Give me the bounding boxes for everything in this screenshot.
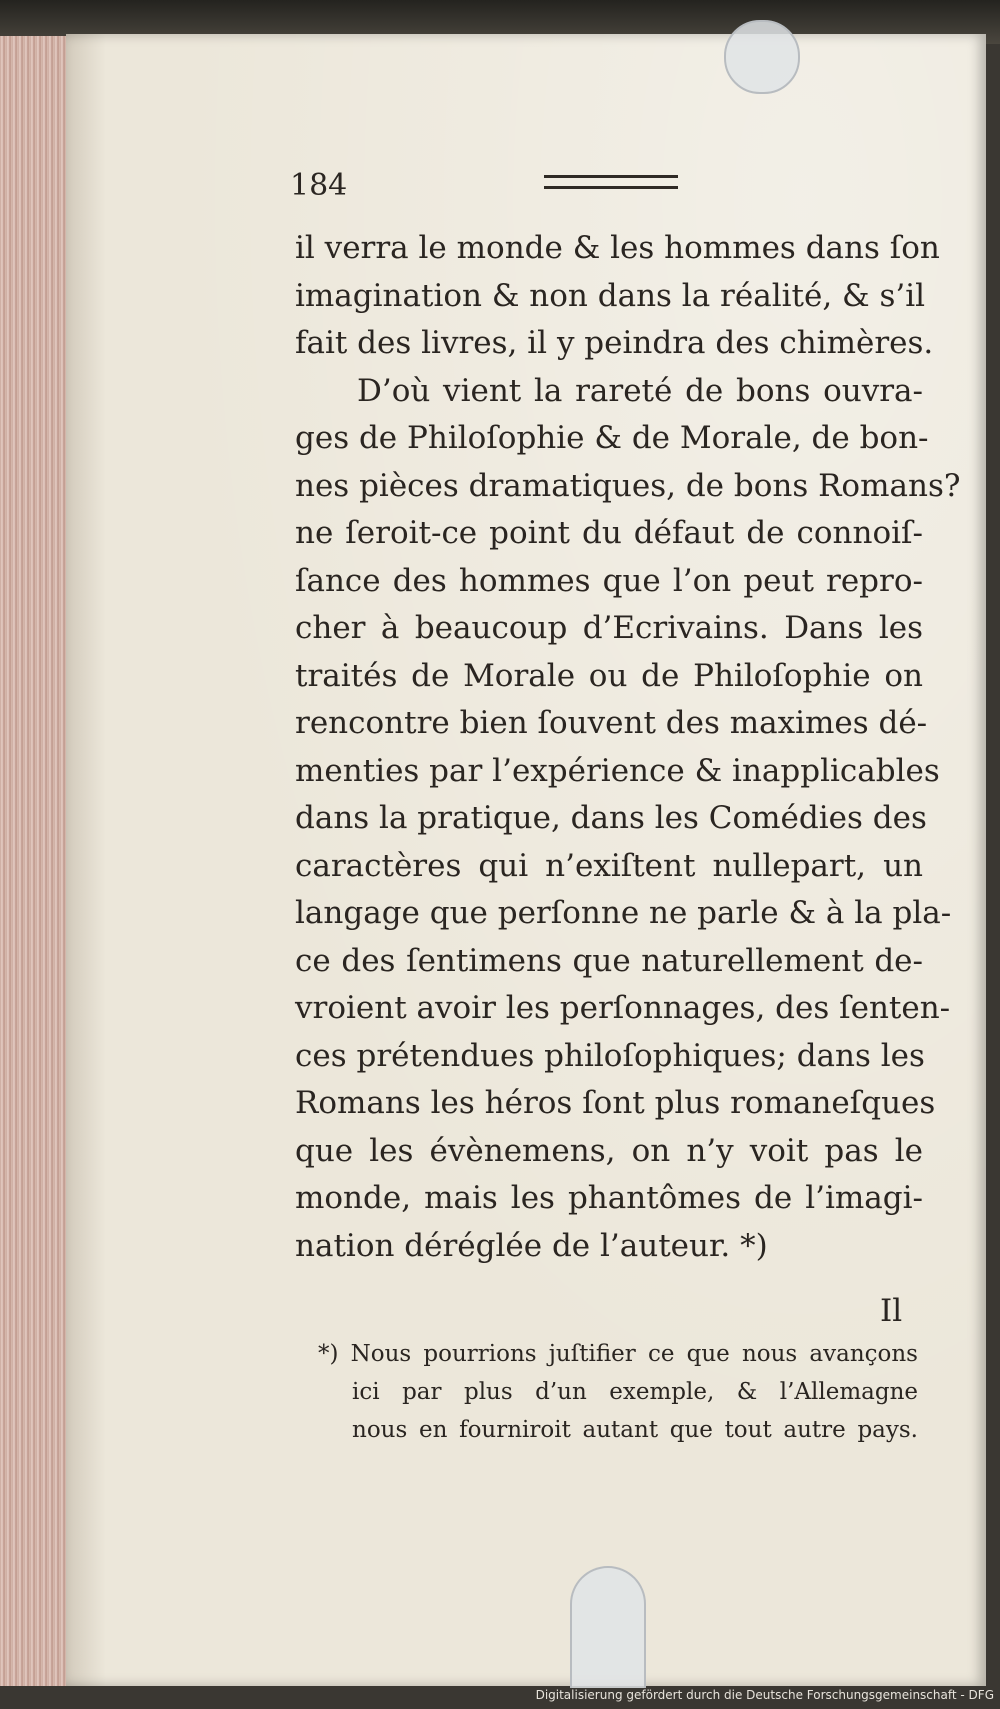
page-clip-top [724, 20, 800, 94]
footnote-line: *) Nous pourrions juſtifier ce que nous avançons [318, 1341, 918, 1367]
text-line: menties par l’expérience & inapplicables [295, 752, 940, 789]
footnote-line: ici par plus d’un exemple, & l’Allemagne [352, 1379, 918, 1405]
text-line: traités de Morale ou de Philoſophie on [295, 657, 923, 694]
text-line: ges de Philoſophie & de Morale, de bon- [295, 420, 929, 456]
page-clip-bottom [570, 1566, 646, 1688]
text-line: fait des livres, il y peindra des chimères. [295, 325, 934, 361]
text-line: cher à beaucoup d’Ecrivains. Dans les [295, 610, 923, 646]
footnote-line: nous en fourniroit autant que tout autre pays. [352, 1417, 918, 1443]
text-line: nation déréglée de l’auteur. *) [295, 1227, 768, 1264]
text-line: il verra le monde & les hommes dans ſon [295, 230, 940, 266]
text-line: Romans les héros ſont plus romaneſques [295, 1085, 936, 1121]
catchword: Il [880, 1293, 903, 1329]
text-line: ces prétendues philoſophiques; dans les [295, 1037, 925, 1074]
text-line: nes pièces dramatiques, de bons Romans? [295, 467, 961, 504]
text-line: imagination & non dans la réalité, & s’il [295, 277, 926, 314]
book-page-edges [0, 36, 68, 1686]
text-line: dans la pratique, dans les Comédies des [295, 800, 927, 836]
text-line: ſance des hommes que l’on peut repro- [295, 562, 923, 599]
text-line: monde, mais les phantômes de l’imagi- [295, 1180, 923, 1216]
footnote [318, 1335, 918, 1449]
text-line: vroient avoir les perſonnages, des ſenten- [295, 990, 951, 1026]
body-text [295, 225, 961, 1270]
page-number: 184 [290, 168, 348, 203]
text-line: que les évènemens, on n’y voit pas le [295, 1132, 923, 1169]
text-line: ce des ſentimens que naturellement de- [295, 942, 923, 979]
header-ornament-rule [544, 175, 678, 189]
text-line: rencontre bien ſouvent des maximes dé- [295, 705, 928, 741]
text-line: langage que perſonne ne parle & à la pla- [295, 895, 952, 931]
digitization-credit: Digitalisierung gefördert durch die Deutsche Forschungsgemeinschaft - DFG [535, 1688, 994, 1702]
text-line: caractères qui n’exiſtent nullepart, un [295, 847, 923, 884]
text-line: D’où vient la rareté de bons ouvra- [357, 372, 923, 409]
text-line: ne ſeroit-ce point du défaut de connoiſ- [295, 515, 923, 551]
